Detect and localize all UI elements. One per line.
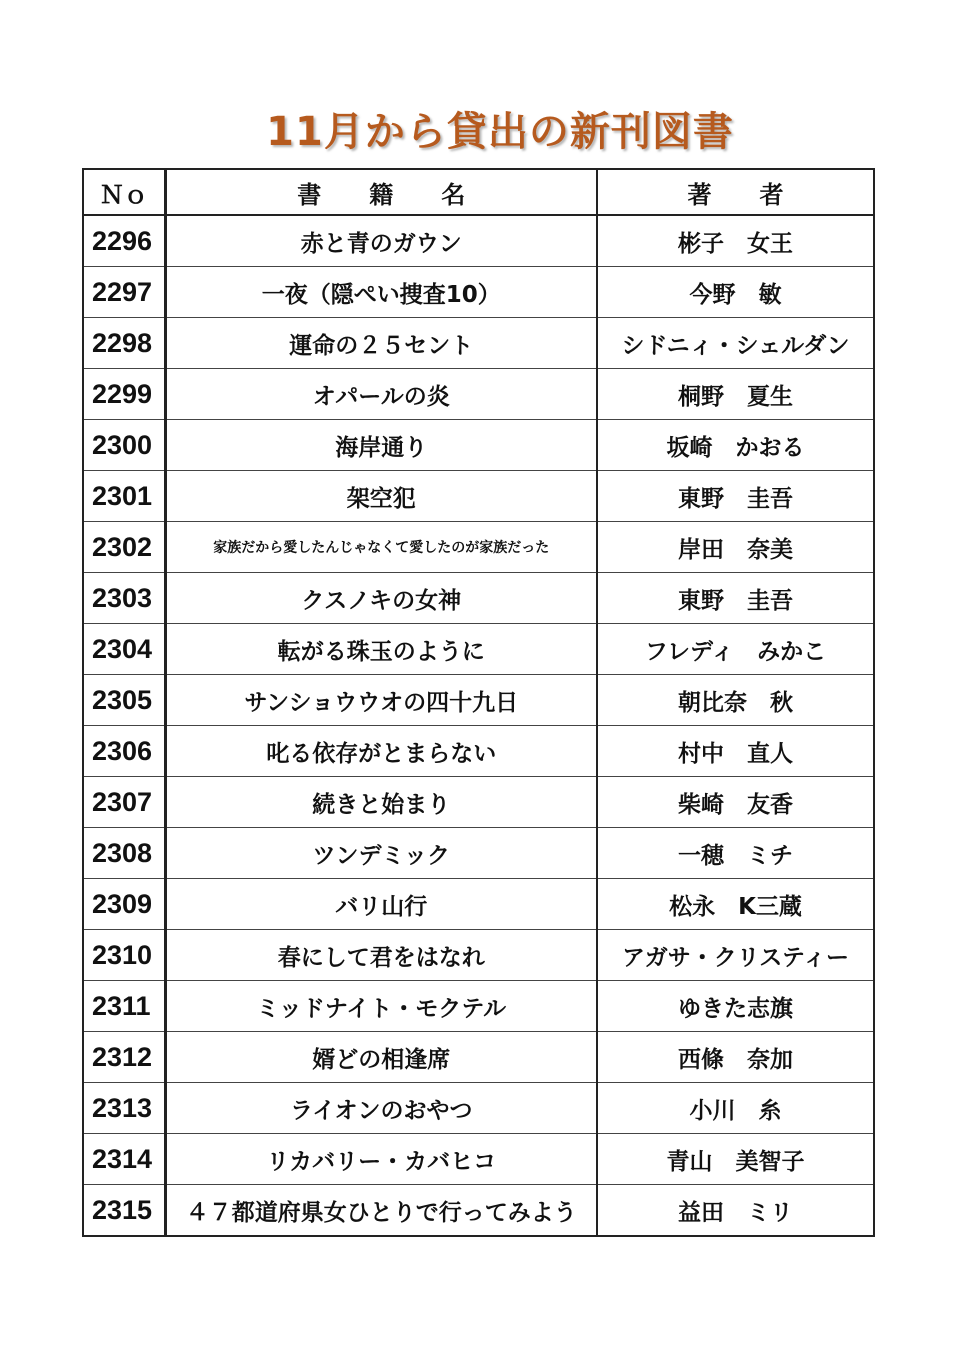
book-author: シドニィ・シェルダン <box>597 318 874 369</box>
book-author: 松永 K三蔵 <box>597 879 874 930</box>
table-row <box>83 267 874 318</box>
book-list-table <box>82 168 875 1237</box>
book-title: 婿どの相逢席 <box>165 1032 597 1083</box>
table-row <box>83 471 874 522</box>
book-number: 2304 <box>83 624 165 675</box>
book-title: 転がる珠玉のように <box>165 624 597 675</box>
table-row <box>83 1134 874 1185</box>
book-author: ゆきた志旗 <box>597 981 874 1032</box>
book-title: オパールの炎 <box>165 369 597 420</box>
book-title: 赤と青のガウン <box>165 215 597 267</box>
book-number: 2307 <box>83 777 165 828</box>
book-title: バリ山行 <box>165 879 597 930</box>
table-row <box>83 369 874 420</box>
book-title: 続きと始まり <box>165 777 597 828</box>
book-author: 青山 美智子 <box>597 1134 874 1185</box>
book-title: ライオンのおやつ <box>165 1083 597 1134</box>
table-row <box>83 675 874 726</box>
table-header-row <box>83 169 874 215</box>
table-row <box>83 828 874 879</box>
book-number: 2308 <box>83 828 165 879</box>
table-row <box>83 215 874 267</box>
book-author: 桐野 夏生 <box>597 369 874 420</box>
table-row <box>83 573 874 624</box>
book-title: 架空犯 <box>165 471 597 522</box>
book-author: 東野 圭吾 <box>597 573 874 624</box>
book-author: 益田 ミリ <box>597 1185 874 1237</box>
table-row <box>83 1185 874 1237</box>
book-number: 2311 <box>83 981 165 1032</box>
book-title: ４７都道府県女ひとりで行ってみよう <box>165 1185 597 1237</box>
book-number: 2302 <box>83 522 165 573</box>
book-title: 春にして君をはなれ <box>165 930 597 981</box>
book-number: 2300 <box>83 420 165 471</box>
page-title: 11月から貸出の新刊図書 <box>266 109 734 155</box>
book-number: 2296 <box>83 215 165 267</box>
book-title: ミッドナイト・モクテル <box>165 981 597 1032</box>
table-row <box>83 1083 874 1134</box>
book-author: 今野 敏 <box>597 267 874 318</box>
table-row <box>83 930 874 981</box>
table-row <box>83 624 874 675</box>
table-row <box>83 420 874 471</box>
book-title: クスノキの女神 <box>165 573 597 624</box>
book-author: 西條 奈加 <box>597 1032 874 1083</box>
book-number: 2314 <box>83 1134 165 1185</box>
book-title: 家族だから愛したんじゃなくて愛したのが家族だった <box>165 522 597 573</box>
book-title: 海岸通り <box>165 420 597 471</box>
table-row <box>83 726 874 777</box>
book-number: 2313 <box>83 1083 165 1134</box>
book-title: 叱る依存がとまらない <box>165 726 597 777</box>
book-author: 一穂 ミチ <box>597 828 874 879</box>
book-author: フレディ みかこ <box>597 624 874 675</box>
book-title: 一夜（隠ぺい捜査10） <box>165 267 597 318</box>
book-author: アガサ・クリスティー <box>597 930 874 981</box>
book-author: 坂崎 かおる <box>597 420 874 471</box>
header-author: 著 者 <box>597 169 874 215</box>
table-body <box>83 215 874 1236</box>
book-author: 東野 圭吾 <box>597 471 874 522</box>
book-author: 小川 糸 <box>597 1083 874 1134</box>
book-number: 2315 <box>83 1185 165 1237</box>
book-title: サンショウウオの四十九日 <box>165 675 597 726</box>
book-author: 朝比奈 秋 <box>597 675 874 726</box>
book-author: 岸田 奈美 <box>597 522 874 573</box>
book-title: ツンデミック <box>165 828 597 879</box>
table-row <box>83 1032 874 1083</box>
table-row <box>83 777 874 828</box>
book-number: 2298 <box>83 318 165 369</box>
header-no: Ｎｏ <box>83 169 165 215</box>
book-author: 柴崎 友香 <box>597 777 874 828</box>
book-number: 2310 <box>83 930 165 981</box>
header-title: 書 籍 名 <box>165 169 597 215</box>
book-number: 2309 <box>83 879 165 930</box>
book-number: 2299 <box>83 369 165 420</box>
book-title: 運命の２５セント <box>165 318 597 369</box>
table-row <box>83 981 874 1032</box>
table-row <box>83 522 874 573</box>
table-row <box>83 879 874 930</box>
book-number: 2301 <box>83 471 165 522</box>
book-number: 2305 <box>83 675 165 726</box>
book-author: 彬子 女王 <box>597 215 874 267</box>
book-number: 2312 <box>83 1032 165 1083</box>
book-author: 村中 直人 <box>597 726 874 777</box>
book-number: 2303 <box>83 573 165 624</box>
book-title: リカバリー・カバヒコ <box>165 1134 597 1185</box>
book-number: 2297 <box>83 267 165 318</box>
table-row <box>83 318 874 369</box>
book-number: 2306 <box>83 726 165 777</box>
